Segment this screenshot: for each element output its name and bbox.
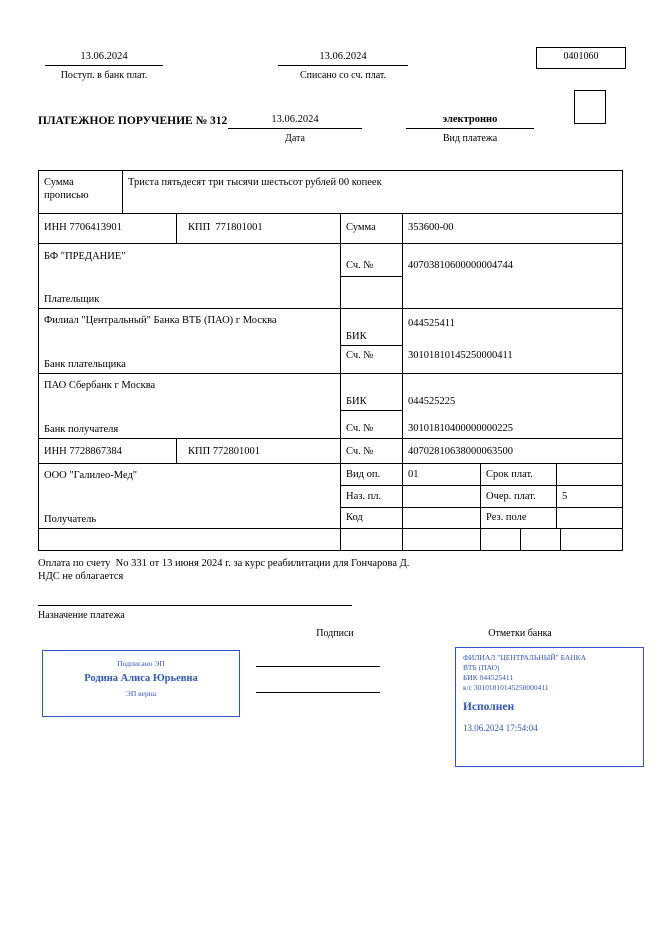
table-line [622, 170, 623, 551]
payer-bank-account-label: Сч. № [346, 350, 374, 361]
payer-bank-name: Филиал "Центральный" Банка ВТБ (ПАО) г Москва [44, 315, 277, 326]
sum-label: Сумма [346, 222, 376, 233]
debited-date-value: 13.06.2024 [278, 50, 408, 66]
reserve-label: Рез. поле [486, 512, 527, 523]
table-line [520, 528, 521, 550]
bank-stamp-line: ВТБ (ПАО) [463, 663, 500, 672]
table-line [402, 213, 403, 550]
signature-line [256, 692, 380, 693]
table-line [340, 410, 402, 411]
table-line [38, 308, 623, 309]
bank-marks-label: Отметки банка [488, 628, 552, 639]
table-line [340, 507, 623, 508]
bank-stamp-datetime: 13.06.2024 17:54:04 [463, 723, 538, 733]
payee-bank-account-label: Сч. № [346, 423, 374, 434]
table-line [176, 438, 177, 463]
table-line [340, 485, 623, 486]
esign-stamp [42, 650, 240, 717]
payer-bank-bik-value: 044525411 [408, 318, 455, 329]
priority-label: Очер. плат. [486, 491, 536, 502]
payee-bank-bik-value: 044525225 [408, 396, 456, 407]
bank-stamp-status: Исполнен [463, 701, 515, 713]
table-line [340, 345, 402, 346]
signature-line [256, 666, 380, 667]
payer-label: Плательщик [44, 294, 100, 305]
table-line [480, 463, 481, 550]
table-line [560, 528, 561, 550]
sum-value: 353600-00 [408, 222, 454, 233]
code-label: Код [346, 512, 363, 523]
table-line [38, 243, 623, 244]
table-line [38, 438, 623, 439]
bank-stamp-line: к/с 30101810145250000411 [463, 683, 549, 692]
purpose-code-label: Наз. пл. [346, 491, 382, 502]
op-kind-value: 01 [408, 469, 419, 480]
payee-bank-bik-label: БИК [346, 396, 367, 407]
table-line [38, 213, 623, 214]
table-line [556, 463, 557, 528]
payee-label: Получатель [44, 514, 97, 525]
amount-words-value: Триста пятьдесят три тысячи шестьсот рублей 00 копеек [128, 177, 382, 188]
table-line [38, 463, 623, 464]
table-line [38, 528, 623, 529]
table-line [122, 170, 123, 213]
payer-account-value: 40703810600000004744 [408, 260, 513, 271]
table-line [38, 373, 623, 374]
payer-bank-account-value: 30101810145250000411 [408, 350, 513, 361]
payee-name: ООО "Галилео-Мед" [44, 470, 138, 481]
received-date-value: 13.06.2024 [45, 50, 163, 66]
purpose-underline [38, 605, 352, 606]
op-kind-label: Вид оп. [346, 469, 381, 480]
purpose-text-line1: Оплата по счету No 331 от 13 июня 2024 г. за курс реабилитации для Гончарова Д. [38, 558, 410, 569]
form-code-box [536, 47, 626, 69]
bank-stamp-line: ФИЛИАЛ "ЦЕНТРАЛЬНЫЙ" БАНКА [463, 653, 587, 662]
payer-inn: ИНН 7706413901 [44, 222, 122, 233]
payer-status-box [574, 90, 606, 124]
payer-bank-bik-label: БИК [346, 331, 367, 342]
table-line [38, 170, 623, 171]
payee-inn: ИНН 7728867384 [44, 446, 122, 457]
payer-name: БФ "ПРЕДАНИЕ" [44, 251, 126, 262]
payment-kind-label: Вид платежа [442, 133, 498, 144]
payee-kpp: КПП 772801001 [188, 446, 261, 457]
esign-signer-name: Родина Алиса Юрьевна [84, 673, 198, 684]
payer-account-label: Сч. № [346, 260, 374, 271]
bank-stamp-line: БИК 044525411 [463, 673, 514, 682]
document-title: ПЛАТЕЖНОЕ ПОРУЧЕНИЕ № 312 [38, 115, 228, 127]
payee-account-value: 40702810638000063500 [408, 446, 513, 457]
pay-term-label: Срок плат. [486, 469, 533, 480]
payer-bank-label: Банк плательщика [44, 359, 126, 370]
payment-kind-value: электронно [406, 113, 534, 129]
priority-value: 5 [562, 491, 568, 502]
bank-stamp [455, 647, 644, 767]
payee-account-label: Сч. № [346, 446, 374, 457]
received-date-label: Поступ. в банк плат. [60, 70, 148, 81]
form-code: 0401060 [563, 51, 599, 62]
table-line [176, 213, 177, 243]
debited-date-label: Списано со сч. плат. [299, 70, 387, 81]
amount-words-label: Сумма прописью [44, 177, 89, 201]
table-line [38, 550, 623, 551]
table-line [340, 276, 402, 277]
esign-title: Подписано ЭП [117, 659, 165, 668]
signatures-label: Подписи [316, 628, 354, 639]
purpose-label: Назначение платежа [38, 610, 125, 621]
purpose-text-line2: НДС не облагается [38, 571, 124, 582]
document-date-label: Дата [285, 133, 305, 144]
esign-note: ЭП верна [125, 689, 157, 698]
table-line [340, 213, 341, 550]
table-line [38, 170, 39, 551]
payee-bank-account-value: 30101810400000000225 [408, 423, 513, 434]
payee-bank-name: ПАО Сбербанк г Москва [44, 380, 156, 391]
document-date-value: 13.06.2024 [228, 113, 362, 129]
payer-kpp: КПП 771801001 [188, 222, 263, 233]
payee-bank-label: Банк получателя [44, 424, 119, 435]
